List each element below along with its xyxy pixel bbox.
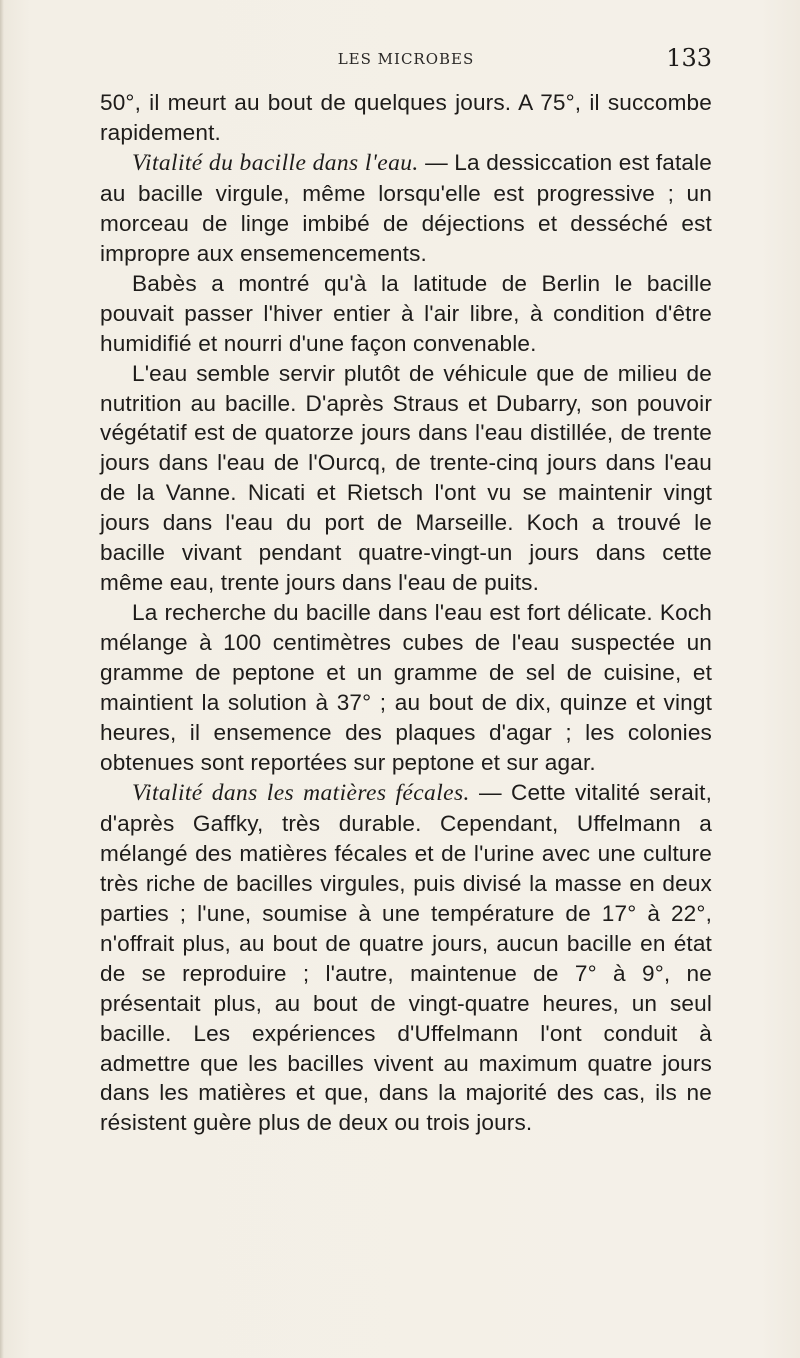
paragraph-text: La recherche du bacille dans l'eau est fort délicate. Koch mélange à 100 centimètres cubes de l'eau suspectée un gramme de peptone et un gramme de sel de cuisine, et maintient la solution à 37° ; au bout de dix, quinze et vingt heures, il ensemence des plaques d'agar ; les colonies obtenues sont reportées sur peptone et sur agar. xyxy=(100,600,712,775)
paragraph xyxy=(100,778,712,1138)
paragraph-text: L'eau semble servir plutôt de véhicule que de milieu de nutrition au bacille. D'après Straus et Dubarry, son pouvoir végétatif est de quatorze jours dans l'eau distillée, de trente jours dans l'eau de l'Ourcq, de trente-cinq jours dans l'eau de la Vanne. Nicati et Rietsch l'ont vu se maintenir vingt jours dans l'eau du port de Marseille. Koch a trouvé le bacille vivant pendant quatre-vingt-un jours dans cette même eau, trente jours dans l'eau de puits. xyxy=(100,360,712,596)
paragraph xyxy=(100,148,712,269)
section-heading: Vitalité dans les matières fécales. xyxy=(132,779,470,806)
paragraph-text: — La dessiccation est fatale au bacille virgule, même lorsqu'elle est progressive ; un morceau de linge imbibé de déjections et desséché est impropre aux ensemencements. xyxy=(100,149,712,266)
paragraph-text: 50°, il meurt au bout de quelques jours. A 75°, il succombe rapidement. xyxy=(100,90,712,145)
page-number: 133 xyxy=(666,44,712,72)
page-binding-edge xyxy=(0,0,4,1358)
running-head: LES MICROBES xyxy=(337,50,475,68)
paragraph xyxy=(100,269,712,359)
page-header xyxy=(100,44,712,78)
paragraph xyxy=(100,88,712,148)
section-heading: Vitalité du bacille dans l'eau. xyxy=(132,149,419,176)
body-text xyxy=(100,88,712,1138)
paragraph xyxy=(100,598,712,778)
paragraph-text: — Cette vitalité serait, d'après Gaffky, très durable. Cependant, Uffelmann a mélangé des matières fécales et de l'urine avec une culture très riche de bacilles virgules, puis divisé la masse en deux parties ; l'une, soumise à une température de 17° à 22°, n'offrait plus, au bout de quatre jours, aucun bacille en état de se reproduire ; l'autre, maintenue de 7° à 9°, ne présentait plus, au bout de vingt-quatre heures, un seul bacille. Les expériences d'Uffelmann l'ont conduit à admettre que les bacilles vivent au maximum quatre jours dans les matières et que, dans la majorité des cas, ils ne résistent guère plus de deux ou trois jours. xyxy=(100,779,712,1136)
paragraph xyxy=(100,359,712,599)
paragraph-text: Babès a montré qu'à la latitude de Berlin le bacille pouvait passer l'hiver entier à l'air libre, à condition d'être humidifié et nourri d'une façon convenable. xyxy=(100,270,712,356)
